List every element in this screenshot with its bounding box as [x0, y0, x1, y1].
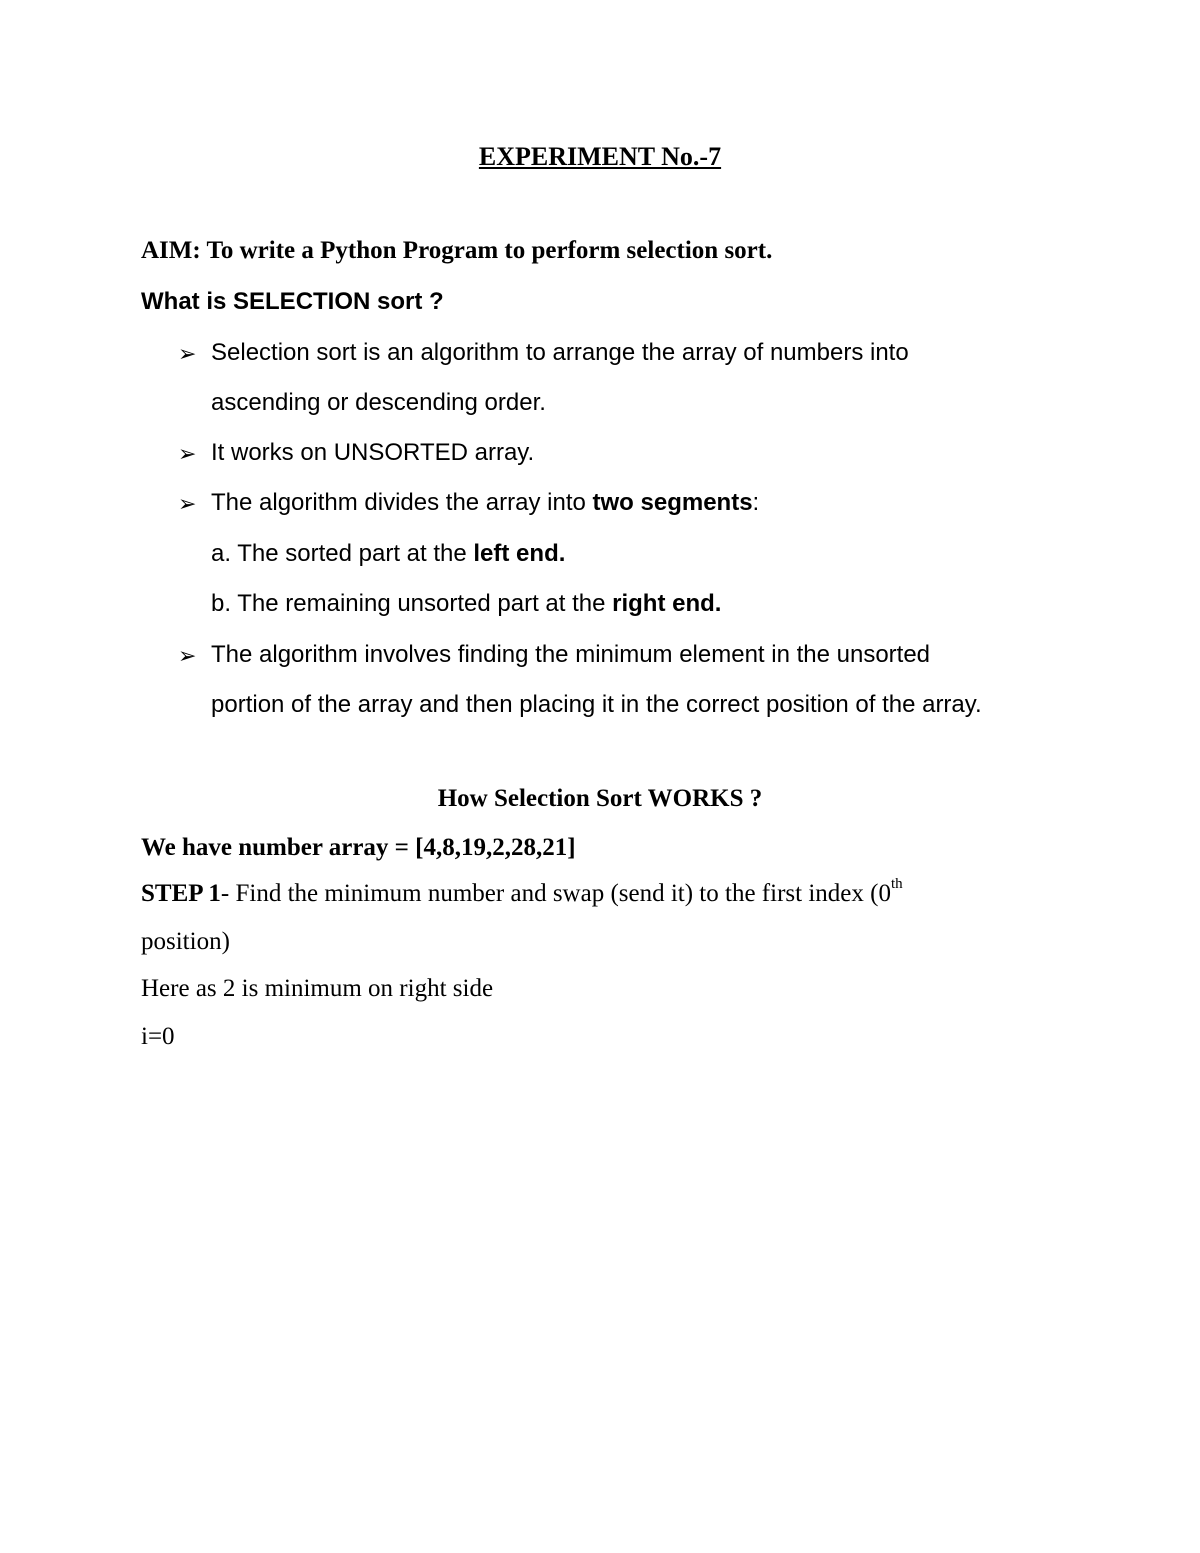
sub-item-a [211, 540, 565, 568]
bullet-3-bold: two segments [592, 489, 753, 516]
sub-item-a-text: a. The sorted part at the [211, 540, 474, 567]
array-line: We have number array = [4,8,19,2,28,21] [141, 834, 576, 861]
sub-item-b [211, 590, 721, 618]
arrow-bullet-icon: ➢ [178, 491, 197, 516]
bullet-1-line-1: Selection sort is an algorithm to arrange the array of numbers into [211, 339, 909, 366]
bullet-1-line-2: ascending or descending order. [211, 389, 546, 416]
bullet-4-line-1: The algorithm involves finding the minimum element in the unsorted [211, 641, 931, 668]
question-heading: What is SELECTION sort ? [141, 288, 444, 315]
sub-item-b-text: b. The remaining unsorted part at the [211, 590, 613, 617]
bullet-3-colon: : [752, 489, 760, 516]
arrow-bullet-icon: ➢ [178, 341, 197, 366]
page-title: EXPERIMENT No.-7 [478, 142, 722, 171]
arrow-bullet-icon: ➢ [178, 441, 197, 466]
step-1-superscript: th [890, 876, 903, 892]
bullet-4-line-2: portion of the array and then placing it in the correct position of the array. [211, 691, 982, 718]
bullet-2: It works on UNSORTED array. [211, 439, 535, 466]
step-1-line-1 [141, 876, 903, 908]
how-it-works-heading: How Selection Sort WORKS ? [437, 785, 763, 812]
index-line: i=0 [141, 1023, 175, 1050]
sub-item-b-bold: right end. [612, 590, 722, 617]
bullet-3-text: The algorithm divides the array into [211, 489, 593, 516]
aim-statement: AIM: To write a Python Program to perform selection sort. [141, 237, 773, 264]
bullet-3 [211, 489, 759, 517]
arrow-bullet-icon: ➢ [178, 643, 197, 668]
sub-item-a-bold: left end. [473, 540, 566, 567]
step-1-line-2: position) [141, 928, 230, 955]
step-1-text: - Find the minimum number and swap (send it) to the first index (0 [220, 880, 891, 907]
step-1-label: STEP 1 [141, 880, 221, 907]
here-line: Here as 2 is minimum on right side [141, 975, 494, 1002]
